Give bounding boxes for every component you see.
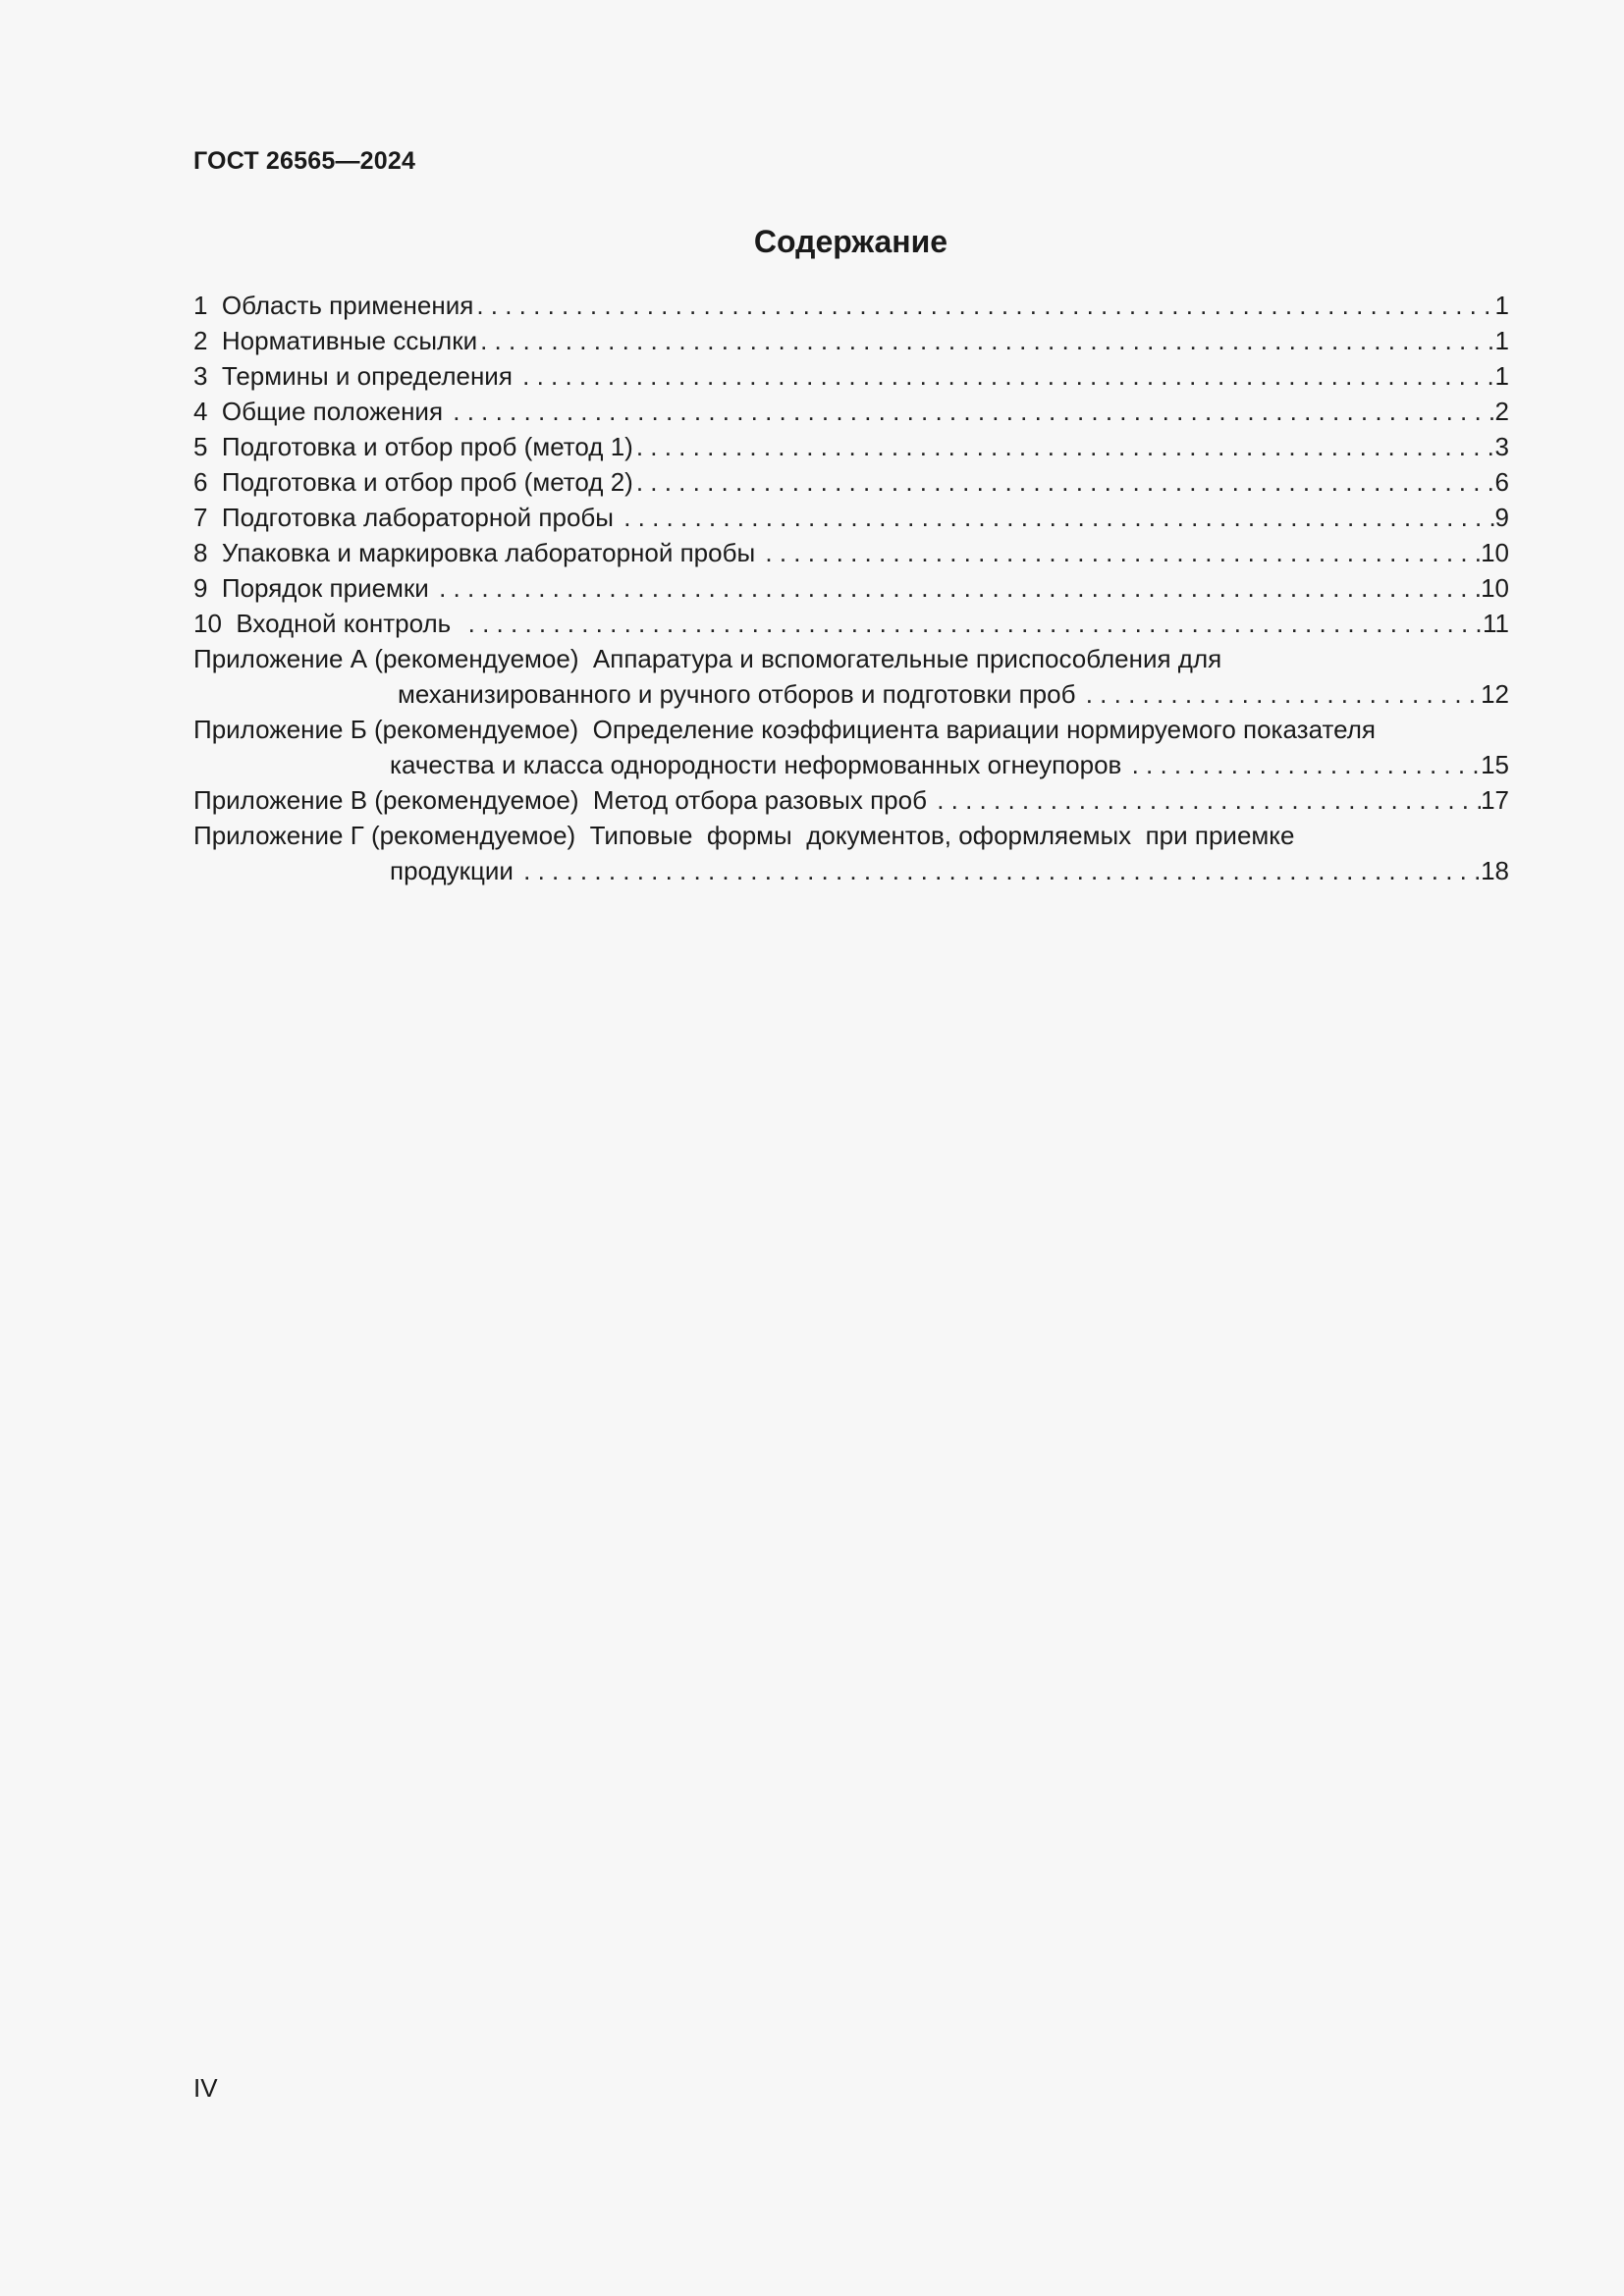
page-header: ГОСТ 26565—2024 <box>193 147 416 175</box>
toc-entry-page: 1 <box>1494 291 1509 320</box>
dot-leader <box>450 394 1494 429</box>
toc-appendix-label: Приложение Б (рекомендуемое) Определение коэффициента вариации нормируемого показателя <box>193 715 1376 744</box>
dot-leader <box>465 606 1483 641</box>
toc-appendix-b[interactable] <box>193 712 1509 747</box>
dot-leader <box>520 853 1481 888</box>
toc-entry-page: 11 <box>1483 609 1509 638</box>
toc-appendix-a[interactable] <box>193 641 1509 676</box>
toc-entry-label: 1 Область применения <box>193 291 474 320</box>
toc-entry[interactable] <box>193 500 1509 535</box>
toc-entry-label: 4 Общие положения <box>193 397 451 426</box>
dot-leader <box>473 288 1494 323</box>
dot-leader <box>934 782 1481 818</box>
toc-entry-label: 2 Нормативные ссылки <box>193 326 478 355</box>
toc-entry-label: 7 Подготовка лабораторной пробы <box>193 503 622 532</box>
toc-appendix-label: Приложение А (рекомендуемое) Аппаратура и вспомогательные приспособления для <box>193 644 1222 673</box>
toc-entry-page: 2 <box>1494 397 1509 426</box>
toc-entry[interactable] <box>193 323 1509 358</box>
toc-appendix-b-cont[interactable] <box>193 747 1509 782</box>
toc-entry-page: 6 <box>1494 467 1509 497</box>
toc-entry-page: 3 <box>1494 432 1509 461</box>
toc-entry[interactable] <box>193 429 1509 464</box>
toc-appendix-g[interactable] <box>193 818 1509 853</box>
toc-appendix-label: Приложение В (рекомендуемое) Метод отбора разовых проб <box>193 785 935 815</box>
toc-entry-label: 9 Порядок приемки <box>193 573 437 603</box>
toc-entry[interactable] <box>193 464 1509 500</box>
toc-entry-label: 10 Входной контроль <box>193 609 465 638</box>
toc-entry[interactable] <box>193 606 1509 641</box>
toc-entry-label: 5 Подготовка и отбор проб (метод 1) <box>193 432 633 461</box>
dot-leader <box>1129 747 1481 782</box>
toc-title: Содержание <box>753 224 948 259</box>
toc-entry-label: 3 Термины и определения <box>193 361 520 391</box>
toc-appendix-g-cont[interactable] <box>193 853 1509 888</box>
toc-entry-label: 8 Упаковка и маркировка лабораторной пробы <box>193 538 763 567</box>
toc-appendix-a-cont[interactable] <box>193 676 1509 712</box>
toc-appendix-v[interactable] <box>193 782 1509 818</box>
toc-entry[interactable] <box>193 394 1509 429</box>
toc-appendix-label-cont: качества и класса однородности неформованных огнеупоров <box>390 750 1129 779</box>
table-of-contents <box>193 288 1509 888</box>
toc-entry-page: 18 <box>1481 856 1509 885</box>
toc-appendix-label: Приложение Г (рекомендуемое) Типовые формы документов, оформляемых при приемке <box>193 821 1295 850</box>
dot-leader <box>1083 676 1481 712</box>
dot-leader <box>436 570 1481 606</box>
toc-entry-page: 15 <box>1481 750 1509 779</box>
toc-entry-page: 1 <box>1494 326 1509 355</box>
dot-leader <box>633 464 1495 500</box>
dot-leader <box>477 323 1494 358</box>
toc-entry[interactable] <box>193 570 1509 606</box>
toc-entry[interactable] <box>193 358 1509 394</box>
toc-appendix-label-cont: механизированного и ручного отборов и подготовки проб <box>398 679 1083 709</box>
dot-leader <box>519 358 1494 394</box>
toc-entry-page: 17 <box>1481 785 1509 815</box>
toc-entry[interactable] <box>193 535 1509 570</box>
toc-appendix-label-cont: продукции <box>390 856 521 885</box>
toc-entry-page: 10 <box>1481 538 1509 567</box>
dot-leader <box>633 429 1495 464</box>
page-number: IV <box>193 2073 218 2103</box>
toc-entry-label: 6 Подготовка и отбор проб (метод 2) <box>193 467 633 497</box>
toc-entry-page: 10 <box>1481 573 1509 603</box>
dot-leader <box>762 535 1481 570</box>
toc-entry-page: 9 <box>1494 503 1509 532</box>
dot-leader <box>621 500 1494 535</box>
toc-entry[interactable] <box>193 288 1509 323</box>
toc-entry-page: 12 <box>1481 679 1509 709</box>
toc-entry-page: 1 <box>1494 361 1509 391</box>
